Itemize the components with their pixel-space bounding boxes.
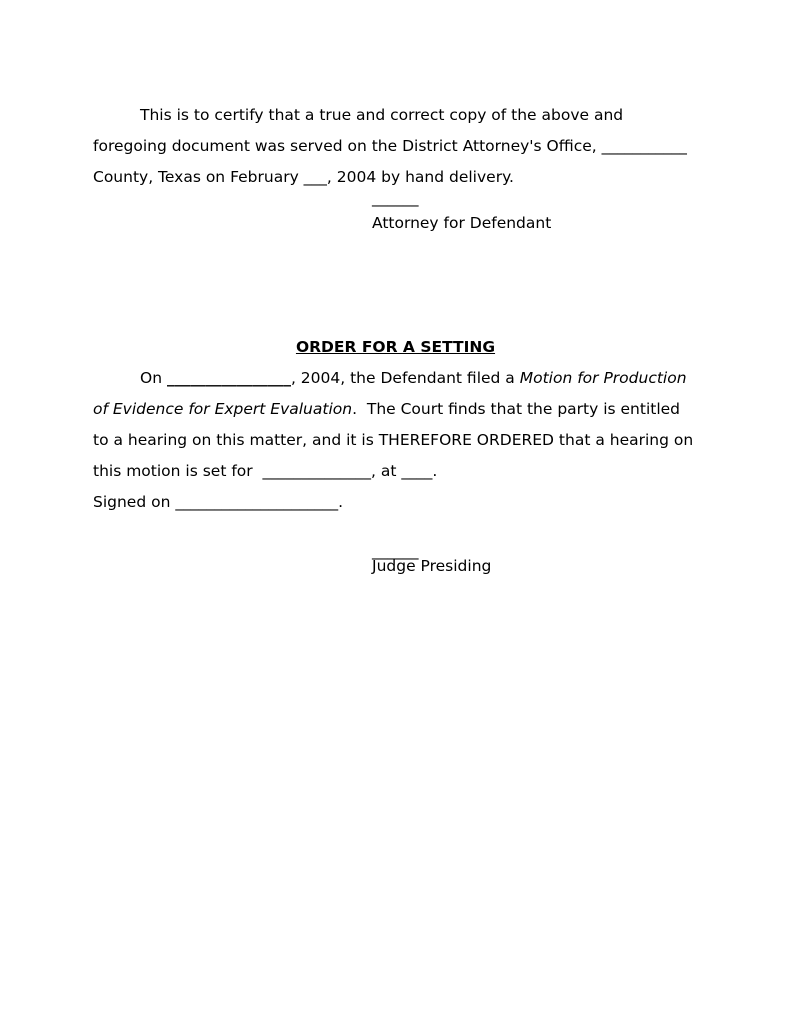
order-line-4: this motion is set for ______________, at ____. [93,462,438,480]
order-line-2 [93,399,680,419]
attorney-signature-line: ______ [372,189,419,207]
certificate-line-3: County, Texas on February ___, 2004 by hand delivery. [93,168,514,186]
order-line-2-rest: . The Court finds that the party is entitled [352,400,681,418]
signed-on-line: Signed on _____________________. [93,493,344,511]
order-line-1 [140,368,687,388]
filing-date-blank: ________________ [166,369,291,387]
attorney-signature-label: Attorney for Defendant [372,214,552,232]
motion-title-part-1: Motion for Production [519,369,687,387]
order-line-1-middle: , 2004, the Defendant filed a [290,369,520,387]
order-line-3: to a hearing on this matter, and it is THEREFORE ORDERED that a hearing on [93,431,694,449]
judge-signature-label: Judge Presiding [372,557,492,575]
judge-signature-line: ______ [372,542,419,560]
order-line-1-prefix: On [140,369,167,387]
certificate-line-2: foregoing document was served on the District Attorney's Office, ___________ [93,137,687,155]
certificate-line-1: This is to certify that a true and correct copy of the above and [140,106,624,124]
motion-title-part-2: of Evidence for Expert Evaluation [93,400,353,418]
order-title: ORDER FOR A SETTING [295,338,496,356]
